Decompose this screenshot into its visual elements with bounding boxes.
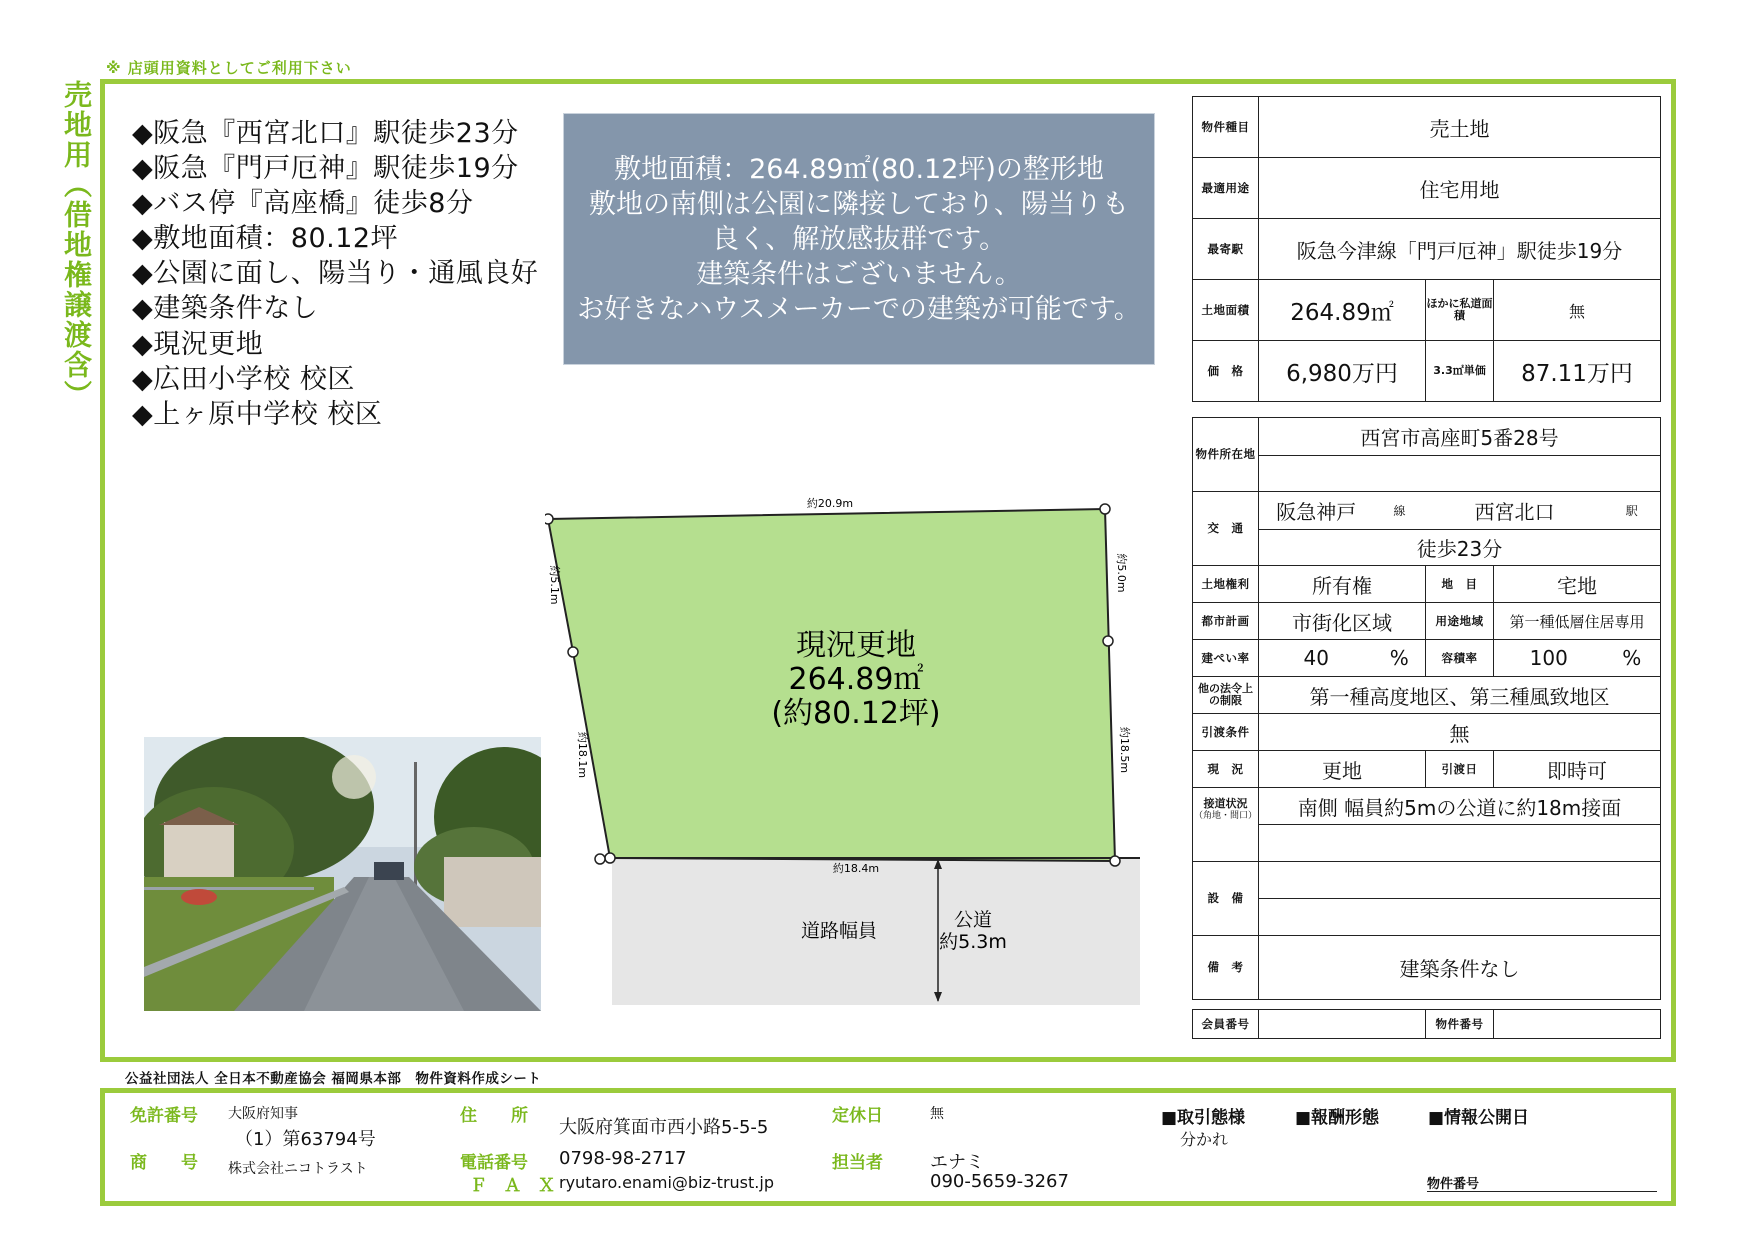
lot-status: 現況更地	[796, 628, 916, 663]
holiday-value: 無	[930, 1106, 944, 1122]
road-width: 約5.3m	[939, 931, 1007, 953]
coverage-label: 建ぺい率	[1193, 640, 1259, 677]
feature-item: ◆公園に面し、陽当り・通風良好	[132, 258, 539, 290]
restrictions-value: 第一種高度地区、第三種風致地区	[1259, 677, 1661, 714]
footer-caption: 公益社団法人 全日本不動産協会 福岡県本部 物件資料作成シート	[125, 1071, 542, 1087]
unit-price-value: 87.11万円	[1494, 341, 1661, 402]
rights-label: 土地権利	[1193, 566, 1259, 603]
road-type: 公道	[953, 909, 993, 931]
description-box	[563, 113, 1155, 365]
area-value: 264.89㎡	[1259, 280, 1426, 341]
unit-price-label: 3.3㎡単価	[1426, 341, 1494, 402]
lot-area-tsubo: (約80.12坪)	[771, 696, 941, 731]
fax-value: ryutaro.enami@biz-trust.jp	[559, 1173, 774, 1192]
road-width-label: 道路幅員	[800, 920, 878, 942]
zoning-label: 用途地域	[1426, 603, 1494, 640]
fee-type-label: ■報酬形態	[1295, 1108, 1380, 1128]
footer-property-no-label: 物件番号	[1427, 1177, 1480, 1192]
feature-item: ◆現況更地	[132, 328, 264, 360]
dim-bottom: 約18.4m	[832, 862, 880, 875]
dim-left-upper: 約5.1m	[548, 565, 561, 605]
rights-value: 所有権	[1259, 566, 1426, 603]
road-access-title: 接道状況	[1203, 797, 1248, 810]
address-label: 住 所	[460, 1106, 528, 1126]
spacer	[1193, 1000, 1661, 1010]
facility-value	[1259, 862, 1661, 899]
remarks-label: 備 考	[1193, 936, 1259, 1000]
feature-item: ◆阪急『西宮北口』駅徒歩23分	[132, 118, 519, 149]
road-access-sub: （角地・間口）	[1193, 811, 1257, 821]
dim-right-lower: 約18.5m	[1118, 726, 1131, 774]
far-label: 容積率	[1426, 640, 1494, 677]
staff-name: エナミ	[930, 1152, 984, 1173]
description-line: 敷地面積：264.89㎡(80.12坪)の整形地	[614, 154, 1104, 185]
walk-value: 徒歩23分	[1259, 530, 1661, 566]
feature-item: ◆敷地面積：80.12坪	[132, 223, 399, 255]
station-label: 最寄駅	[1193, 219, 1259, 280]
staff-label: 担当者	[832, 1153, 883, 1173]
use-label: 最適用途	[1193, 158, 1259, 219]
description-line: 良く、解放感抜群です。	[711, 224, 1007, 255]
feature-item: ◆阪急『門戸厄神』駅徒歩19分	[132, 153, 519, 185]
location-label: 物件所在地	[1193, 418, 1259, 492]
restrictions-label: 他の法令上の制限	[1193, 677, 1259, 714]
zoning-value: 第一種低層住居専用	[1494, 603, 1661, 640]
category-value: 宅地	[1494, 566, 1661, 603]
license-label: 免許番号	[130, 1106, 198, 1126]
road-access-value: 南側 幅員約5mの公道に約18m接面	[1259, 788, 1661, 825]
private-road-value: 無	[1494, 280, 1661, 341]
fax-label: Ｆ Ａ Ｘ	[470, 1176, 555, 1196]
license-line2: （1）第63794号	[235, 1129, 376, 1150]
type-label: 物件種目	[1193, 97, 1259, 158]
line-suffix: 線	[1374, 492, 1426, 530]
location-value: 西宮市高座町5番28号	[1259, 418, 1661, 456]
deal-type-label: ■取引態様	[1161, 1108, 1246, 1128]
price-label: 価 格	[1193, 341, 1259, 402]
far-percent: %	[1604, 640, 1661, 677]
site-plan	[545, 495, 1140, 1005]
side-title: 売地用（借地権譲渡含）	[60, 80, 93, 410]
city-plan-label: 都市計画	[1193, 603, 1259, 640]
coverage-value: 40	[1259, 640, 1374, 677]
license-line1: 大阪府知事	[228, 1106, 298, 1122]
company-footer	[100, 1088, 1676, 1206]
dim-left-lower: 約18.1m	[576, 731, 589, 779]
line-value: 阪急神戸	[1259, 492, 1374, 530]
transport-label: 交 通	[1193, 492, 1259, 566]
category-label: 地 目	[1426, 566, 1494, 603]
dim-top: 約20.9m	[806, 497, 854, 510]
address-value: 大阪府箕面市西小路5-5-5	[559, 1117, 769, 1138]
company-label: 商 号	[130, 1153, 198, 1173]
handover-date-value: 即時可	[1494, 751, 1661, 788]
summary-table	[1192, 96, 1661, 402]
staff-phone: 090-5659-3267	[930, 1171, 1069, 1192]
facility-label: 設 備	[1193, 862, 1259, 936]
facility-blank	[1259, 899, 1661, 936]
details-table	[1192, 417, 1661, 1039]
type-value: 売土地	[1259, 97, 1661, 158]
property-no-label: 物件番号	[1426, 1010, 1494, 1039]
status-label: 現 況	[1193, 751, 1259, 788]
remarks-value: 建築条件なし	[1259, 936, 1661, 1000]
publish-date-label: ■情報公開日	[1428, 1108, 1530, 1128]
feature-item: ◆建築条件なし	[132, 293, 319, 325]
status-value: 更地	[1259, 751, 1426, 788]
city-plan-value: 市街化区域	[1259, 603, 1426, 640]
phone-value: 0798-98-2717	[559, 1148, 687, 1169]
phone-label: 電話番号	[460, 1153, 528, 1173]
member-no-label: 会員番号	[1193, 1010, 1259, 1039]
property-no-line	[1427, 1191, 1657, 1192]
handover-cond-label: 引渡条件	[1193, 714, 1259, 751]
location-blank	[1259, 456, 1661, 492]
company-name: 株式会社ニコトラスト	[228, 1161, 368, 1177]
store-use-note: ※ 店頭用資料としてご利用下さい	[106, 59, 352, 77]
description-line: 敷地の南側は公園に隣接しており、陽当りも	[589, 189, 1129, 220]
property-no-value	[1494, 1010, 1661, 1039]
street-photo	[144, 737, 541, 1011]
area-label: 土地面積	[1193, 280, 1259, 341]
coverage-percent: %	[1374, 640, 1426, 677]
lot-area-sqm: 264.89㎡	[788, 662, 924, 697]
handover-date-label: 引渡日	[1426, 751, 1494, 788]
handover-cond-value: 無	[1259, 714, 1661, 751]
member-no-value	[1259, 1010, 1426, 1039]
far-value: 100	[1494, 640, 1604, 677]
road-access-label	[1193, 788, 1259, 862]
price-value: 6,980万円	[1259, 341, 1426, 402]
holiday-label: 定休日	[832, 1106, 883, 1126]
feature-item: ◆バス停『高座橋』徒歩8分	[132, 188, 474, 220]
feature-item: ◆上ヶ原中学校 校区	[132, 398, 383, 430]
dim-right-upper: 約5.0m	[1115, 553, 1128, 593]
station-value: 阪急今津線「門戸厄神」駅徒歩19分	[1259, 219, 1661, 280]
use-value: 住宅用地	[1259, 158, 1661, 219]
feature-item: ◆広田小学校 校区	[132, 363, 355, 395]
description-line: 建築条件はございません。	[696, 259, 1022, 290]
station-suffix: 駅	[1604, 492, 1661, 530]
station-value: 西宮北口	[1426, 492, 1604, 530]
feature-list	[132, 116, 538, 432]
private-road-label: ほかに私道面積	[1426, 280, 1494, 341]
deal-type-value: 分かれ	[1180, 1130, 1229, 1149]
description-line: お好きなハウスメーカーでの建築が可能です。	[577, 294, 1141, 325]
road-access-blank	[1259, 825, 1661, 862]
